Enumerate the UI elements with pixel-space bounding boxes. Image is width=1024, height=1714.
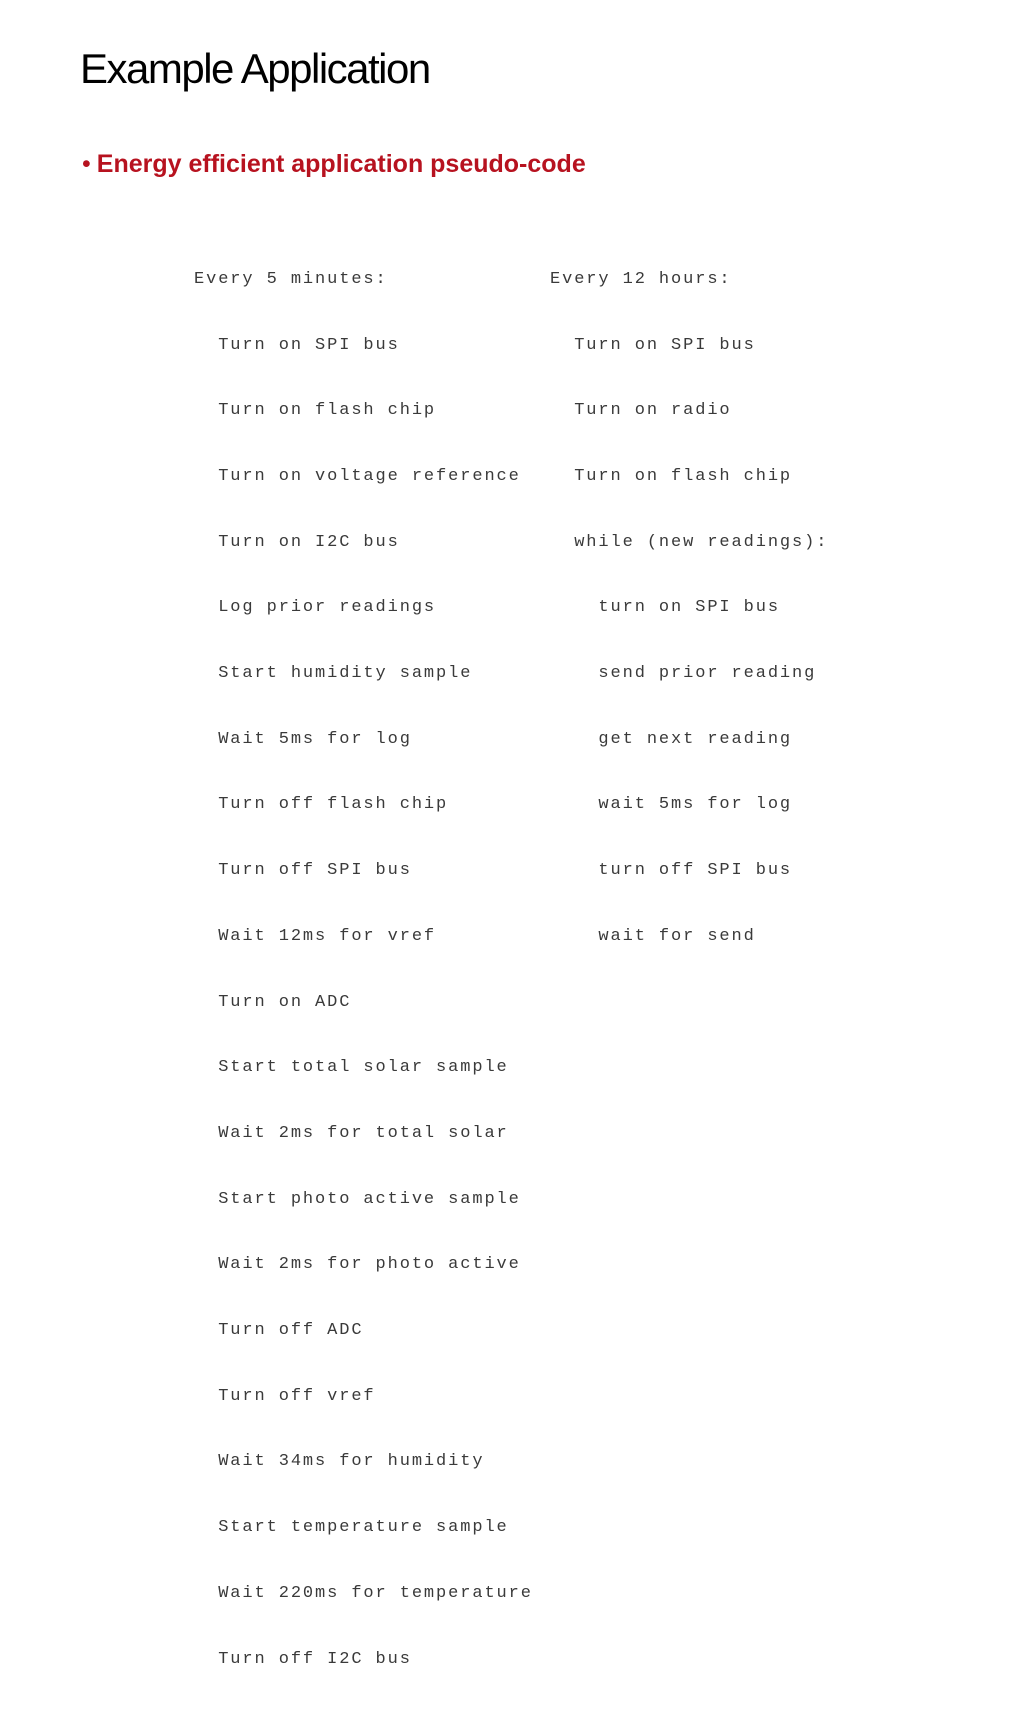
code-line: Turn on SPI bus [194, 335, 400, 355]
code-line: Turn on radio [550, 401, 732, 421]
code-line: Turn off vref [194, 1386, 376, 1406]
code-line: Wait 220ms for temperature [194, 1583, 533, 1603]
code-line: turn off SPI bus [550, 861, 793, 881]
code-line: Turn off SPI bus [194, 861, 412, 881]
pseudocode-right-column [550, 225, 828, 992]
slide-title: Example Application [80, 45, 430, 92]
code-line: Turn on ADC [194, 992, 352, 1012]
code-line: send prior reading [550, 664, 817, 684]
code-line: Turn on I2C bus [194, 532, 400, 552]
code-line: Turn off I2C bus [194, 1649, 412, 1669]
code-line: Turn on SPI bus [550, 335, 756, 355]
code-line: Start temperature sample [194, 1518, 509, 1538]
bullet-dot-icon: • [82, 150, 91, 178]
code-line: Turn on flash chip [550, 466, 793, 486]
code-line: Wait 34ms for humidity [194, 1452, 485, 1472]
code-line: Start total solar sample [194, 1058, 509, 1078]
code-line: get next reading [550, 729, 793, 749]
code-line: Log prior readings [194, 598, 437, 618]
code-line: Start photo active sample [194, 1189, 521, 1209]
code-line: Wait 2ms for photo active [194, 1255, 521, 1275]
code-line: Wait 12ms for vref [194, 926, 437, 946]
code-line: Turn on flash chip [194, 401, 437, 421]
code-line: turn on SPI bus [550, 598, 780, 618]
bullet-item [82, 148, 586, 181]
code-line: wait 5ms for log [550, 795, 793, 815]
bullet-text: Energy efficient application pseudo-code [96, 150, 586, 178]
code-line: Turn off flash chip [194, 795, 449, 815]
code-line: Wait 2ms for total solar [194, 1123, 509, 1143]
code-line: Wait 5ms for log [194, 729, 412, 749]
code-line: Turn off ADC [194, 1321, 364, 1341]
code-line: Turn on voltage reference [194, 466, 521, 486]
code-line: while (new readings): [550, 532, 829, 552]
code-line: Every 12 hours: [550, 269, 732, 289]
code-line: Start humidity sample [194, 664, 473, 684]
pseudocode-left-column [194, 225, 533, 1714]
code-line: Every 5 minutes: [194, 269, 388, 289]
code-line: wait for send [550, 926, 756, 946]
